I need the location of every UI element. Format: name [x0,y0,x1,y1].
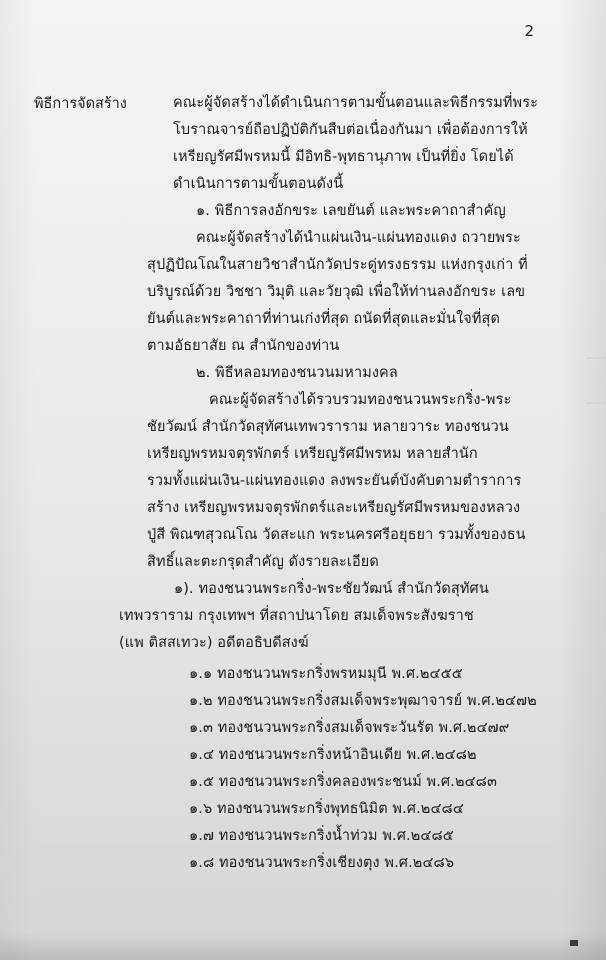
paragraph-line: ปู่สี พิณฑสุวณโณ วัดสะแก พระนครศรีอยุธยา รวมทั้งของธน [147,527,526,543]
paragraph-line: เทพวราราม กรุงเทพฯ ที่สถาปนาโดย สมเด็จพระสังฆราช [119,608,474,624]
paragraph-line: เหรียญพรหมจตุรพักตร์ เหรียญรัศมีพรหม หลายสำนัก [147,446,478,462]
page-shadow [0,932,606,960]
paragraph-line: รวมทั้งแผ่นเงิน-แผ่นทองแดง ลงพระยันต์บังคับตามตำราการ [147,473,522,489]
subheading-1: ๑). ทองชนวนพระกริ่ง-พระชัยวัฒน์ สำนักวัดสุทัศน [174,581,489,597]
paragraph-line: สิทธิ์และตะกรุดสำคัญ ดังรายละเอียด [147,554,379,570]
list-item: ๑.๓ ทองชนวนพระกริ่งสมเด็จพระวันรัต พ.ศ.๒๔๗๙ [189,720,510,736]
page-number: 2 [524,22,534,40]
section-label: พิธีการจัดสร้าง [34,96,127,112]
heading-1: ๑. พิธีการลงอักขระ เลขยันต์ และพระคาถาสำคัญ [196,203,506,219]
paragraph-line: (แพ ติสสเทวะ) อดีตอธิบดีสงฆ์ [119,635,309,651]
bleed-through-mark [586,357,606,359]
paragraph-line: สร้าง เหรียญพรหมจตุรพักตร์และเหรียญรัศมีพรหมของหลวง [147,500,521,516]
list-item: ๑.๘ ทองชนวนพระกริ่งเชียงตุง พ.ศ.๒๔๘๖ [189,855,455,871]
paragraph-line: ชัยวัฒน์ สำนักวัดสุทัศนเทพวราราม หลายวาระ ทองชนวน [147,419,509,435]
list-item: ๑.๑ ทองชนวนพระกริ่งพรหมมุนี พ.ศ.๒๔๕๕ [189,666,463,682]
paragraph-line: ยันต์และพระคาถาที่ท่านเก่งที่สุด ถนัดที่สุดและมั่นใจที่สุด [147,311,500,327]
paragraph-line: บริบูรณ์ด้วย วิชชา วิมุติ และวัยวุฒิ เพื่อให้ท่านลงอักขระ เลข [147,284,526,300]
paragraph-line: เหรียญรัศมีพรหมนี้ มีอิทธิ-พุทธานุภาพ เป็นที่ยิ่ง โดยได้ [173,149,514,165]
heading-2: ๒. พิธีหลอมทองชนวนมหามงคล [196,365,398,381]
bleed-through-mark [586,402,606,404]
paragraph-line: คณะผู้จัดสร้างได้นำแผ่นเงิน-แผ่นทองแดง ถวายพระ [196,230,521,246]
list-item: ๑.๔ ทองชนวนพระกริ่งหน้าอินเดีย พ.ศ.๒๔๘๒ [189,747,477,763]
paragraph-line: คณะผู้จัดสร้างได้รวบรวมทองชนวนพระกริ่ง-พระ [209,392,512,408]
paragraph-line: ตามอัธยาสัย ณ สำนักของท่าน [147,338,340,354]
corner-mark [570,940,578,946]
paragraph-line: โบราณจารย์ถือปฏิบัติกันสืบต่อเนื่องกันมา เพื่อต้องการให้ [173,122,528,138]
list-item: ๑.๗ ทองชนวนพระกริ่งน้ำท่วม พ.ศ.๒๔๘๕ [189,828,454,844]
list-item: ๑.๕ ทองชนวนพระกริ่งคลองพระชนม์ พ.ศ.๒๔๘๓ [189,774,497,790]
paragraph-line: สุปฏิปัณโณในสายวิชาสำนักวัดประดู่ทรงธรรม แห่งกรุงเก่า ที่ [147,257,528,273]
list-item: ๑.๖ ทองชนวนพระกริ่งพุทธนิมิต พ.ศ.๒๔๘๔ [189,801,464,817]
list-item: ๑.๒ ทองชนวนพระกริ่งสมเด็จพระพุฒาจารย์ พ.ศ.๒๔๗๒ [189,693,537,709]
paragraph-line: ดำเนินการตามขั้นตอนดังนี้ [173,176,344,192]
paragraph-line: คณะผู้จัดสร้างได้ดำเนินการตามขั้นตอนและพิธีกรรมที่พระ [173,95,538,111]
